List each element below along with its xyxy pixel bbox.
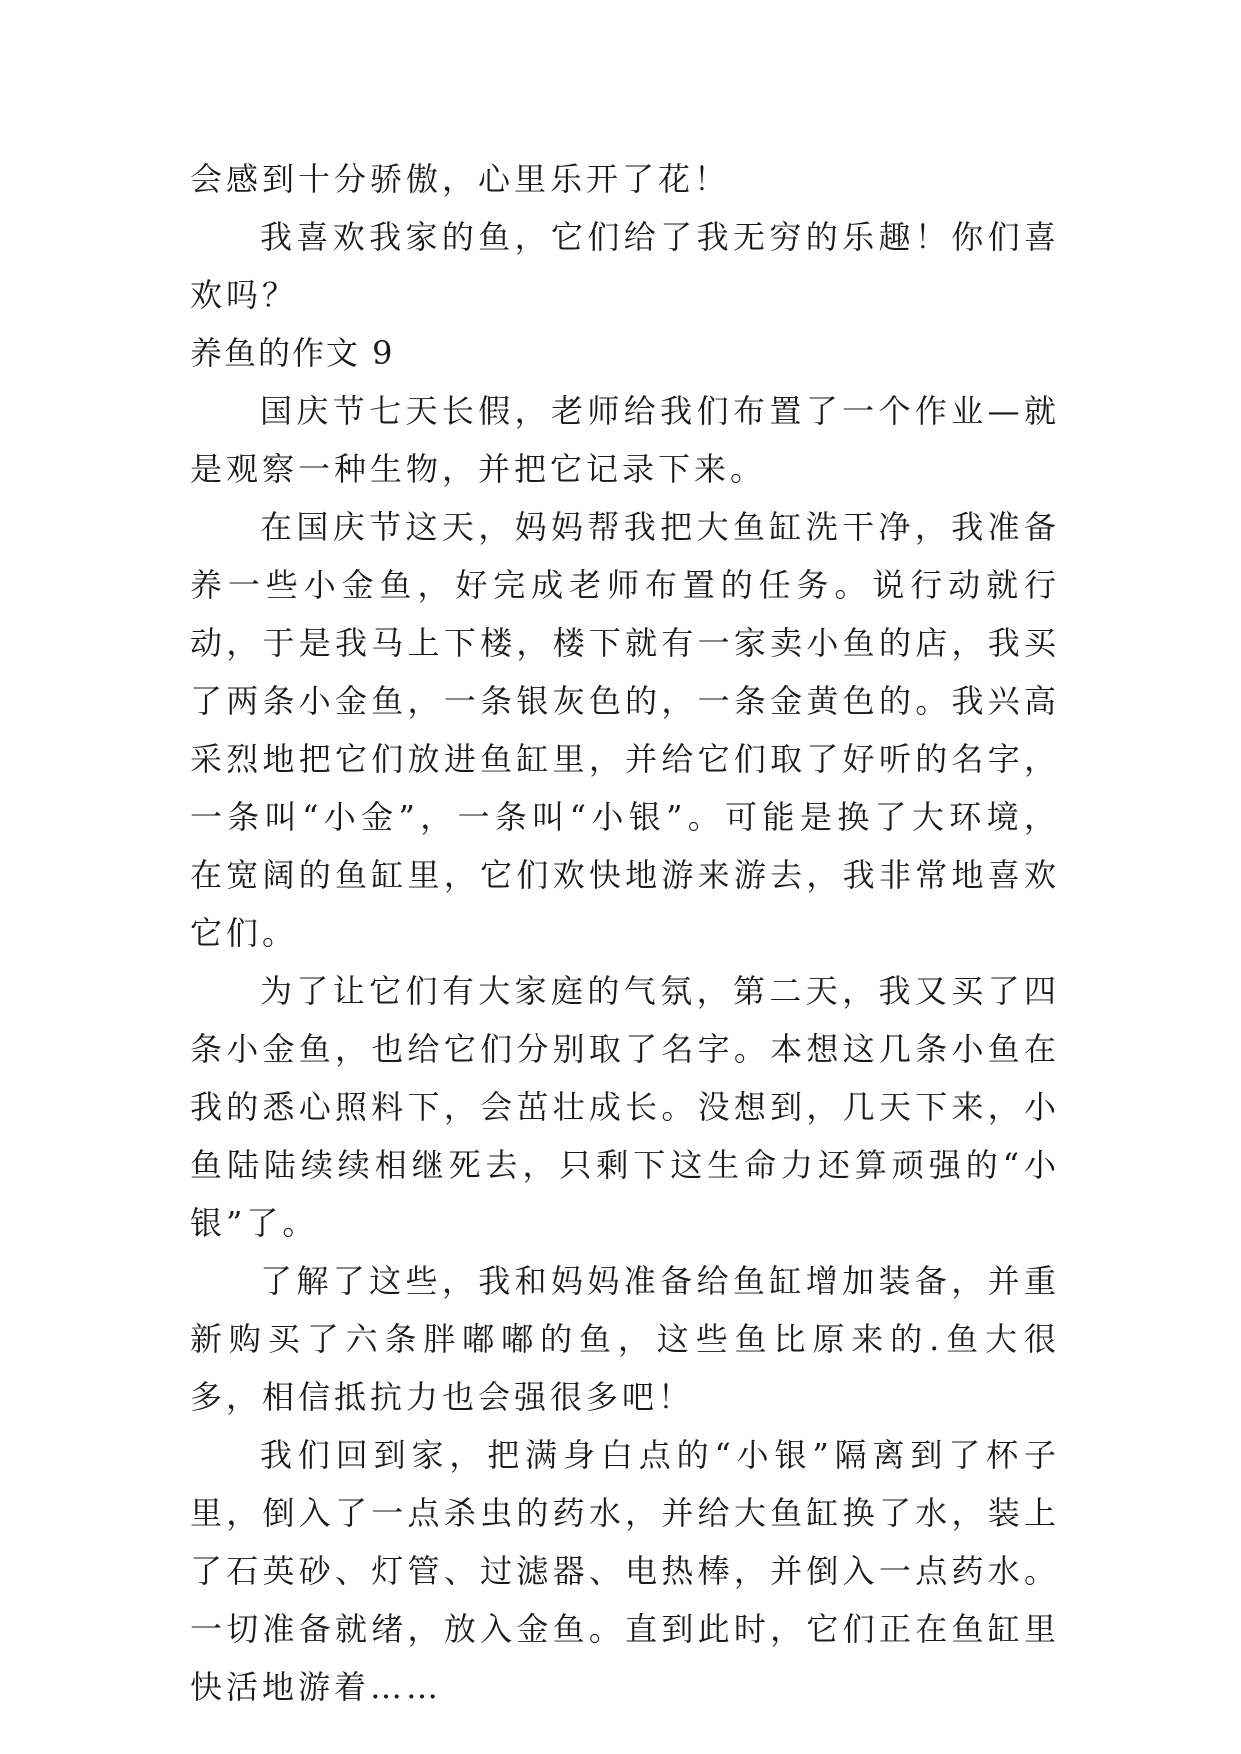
document-page [190,150,1060,1716]
paragraph-continuation: 会感到十分骄傲，心里乐开了花！ [190,160,731,198]
paragraph: 我们回到家，把满身白点的“小银”隔离到了杯子里，倒入了一点杀虫的药水，并给大鱼缸换了水，装上了石英砂、灯管、过滤器、电热棒，并倒入一点药水。一切准备就绪，放入金鱼。直到此时，它们正在鱼缸里快活地游着…… [190,1436,1060,1706]
paragraph: 国庆节七天长假，老师给我们布置了一个作业—就是观察一种生物，并把它记录下来。 [190,392,1060,488]
paragraph-closing: 我喜欢我家的鱼，它们给了我无穷的乐趣！你们喜欢吗？ [190,218,1060,314]
paragraph: 在国庆节这天，妈妈帮我把大鱼缸洗干净，我准备养一些小金鱼，好完成老师布置的任务。说行动就行动，于是我马上下楼，楼下就有一家卖小鱼的店，我买了两条小金鱼，一条银灰色的，一条金黄色的。我兴高采烈地把它们放进鱼缸里，并给它们取了好听的名字，一条叫“小金”，一条叫“小银”。可能是换了大环境，在宽阔的鱼缸里，它们欢快地游来游去，我非常地喜欢它们。 [190,508,1060,952]
essay-heading: 养鱼的作文 9 [190,334,395,372]
paragraph: 了解了这些，我和妈妈准备给鱼缸增加装备，并重新购买了六条胖嘟嘟的鱼，这些鱼比原来的.鱼大很多，相信抵抗力也会强很多吧！ [190,1262,1060,1416]
paragraph: 为了让它们有大家庭的气氛，第二天，我又买了四条小金鱼，也给它们分别取了名字。本想这几条小鱼在我的悉心照料下，会茁壮成长。没想到，几天下来，小鱼陆陆续续相继死去，只剩下这生命力还算顽强的“小银”了。 [190,972,1060,1242]
